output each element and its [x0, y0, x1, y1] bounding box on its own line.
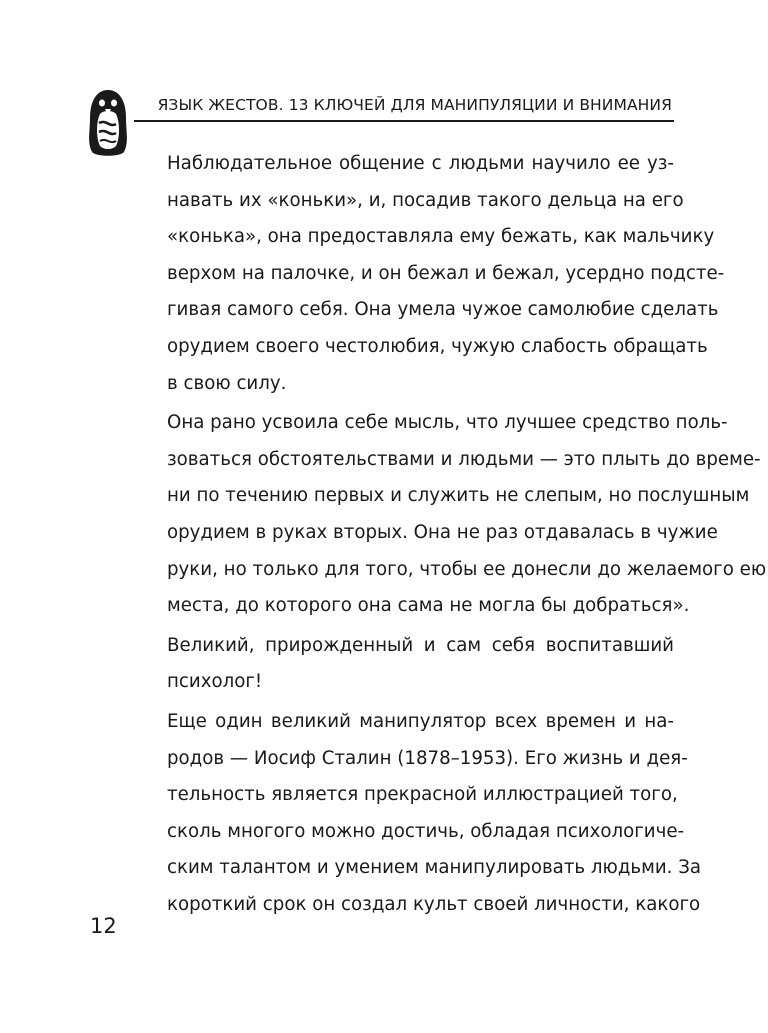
- text-line: психолог!: [167, 671, 263, 693]
- header-rule: [134, 120, 674, 122]
- text-line: сколь многого можно достичь, обладая психологиче-: [167, 820, 685, 842]
- text-line: ским талантом и умением манипулировать людьми. За: [167, 857, 702, 879]
- body-text: [134, 146, 767, 926]
- text-line: орудием в руках вторых. Она не раз отдавалась в чужие: [167, 521, 718, 543]
- text-line: орудием своего честолюбия, чужую слабость обращать: [167, 335, 708, 357]
- text-line: короткий срок он создал культ своей личности, какого: [167, 893, 701, 915]
- text-line: места, до которого она сама не могла бы добраться».: [167, 595, 690, 617]
- text-line: «конька», она предоставляла ему бежать, как мальчику: [167, 226, 715, 248]
- paragraph: [134, 146, 725, 402]
- text-line: гивая самого себя. Она умела чужое самолюбие сделать: [167, 299, 719, 321]
- text-line: руки, но только для того, чтобы ее донесли до желаемого ею: [167, 558, 767, 580]
- text-line: навать их «коньки», и, посадив такого дельца на его: [167, 189, 684, 211]
- text-line: Великий, прирожденный и сам себя воспитавший: [167, 634, 674, 656]
- text-line: верхом на палочке, и он бежал и бежал, усердно подсте-: [167, 262, 725, 284]
- text-line: Она рано усвоила себе мысль, что лучшее средство поль-: [167, 412, 728, 434]
- text-line: родов — Иосиф Сталин (1878–1953). Его жизнь и дея-: [167, 747, 688, 769]
- text-line: ни по течению первых и служить не слепым, но послушным: [167, 485, 750, 507]
- paragraph: [134, 628, 674, 701]
- text-line: тельность является прекрасной иллюстрацией того,: [167, 784, 678, 806]
- text-line: Еще один великий манипулятор всех времен и на-: [167, 710, 674, 732]
- page-number: 12: [90, 914, 117, 938]
- text-line: в свою силу.: [167, 372, 287, 394]
- paragraph: [134, 704, 702, 924]
- running-header-title: ЯЗЫК ЖЕСТОВ. 13 КЛЮЧЕЙ ДЛЯ МАНИПУЛЯЦИИ И ВНИМАНИЯ: [157, 96, 672, 114]
- penguin-icon: [86, 88, 130, 158]
- text-line: зоваться обстоятельствами и людьми — это плыть до време-: [167, 448, 761, 470]
- text-line: Наблюдательное общение с людьми научило ее уз-: [167, 153, 674, 174]
- paragraph: [134, 405, 767, 625]
